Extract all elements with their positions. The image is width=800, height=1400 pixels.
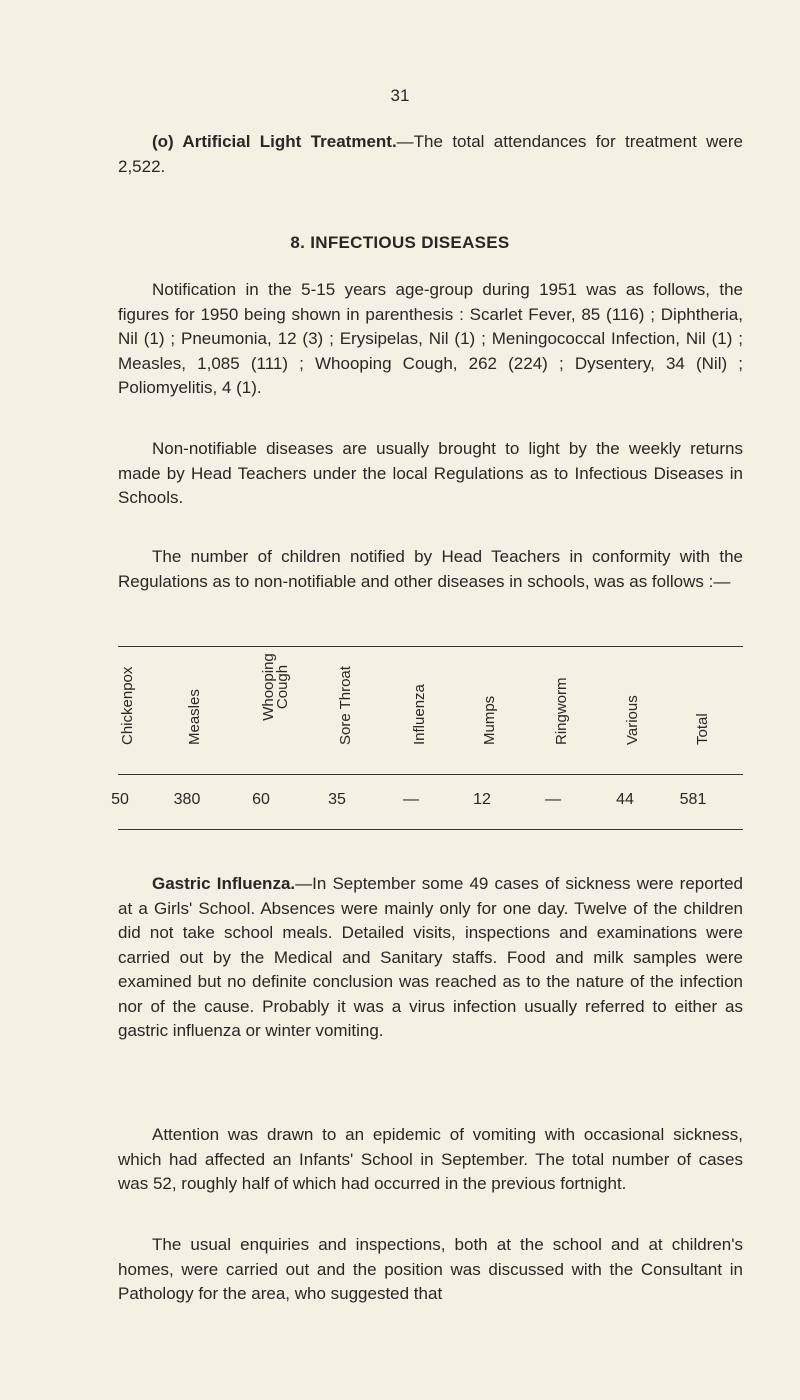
header-total: Total	[694, 713, 711, 745]
notification-text: Notification in the 5-15 years age-group during 1951 was as follows, the figures for 1950 being shown in parenthesis : Scarlet Fever, 85 (116) ; Diphtheria, Nil (1) ; Pneumonia, 12 (3) ; Erysipelas, Nil (1) ; Meningococcal Infection, Nil (1) ; Measles, 1,085 (111) ; Whooping Cough, 262 (224) ; Dysentery, 34 (Nil) ; Poliomyelitis, 4 (1).	[118, 280, 743, 397]
header-sore-throat: Sore Throat	[337, 666, 354, 745]
header-measles: Measles	[186, 689, 203, 745]
cell-various: 44	[616, 791, 634, 808]
header-chickenpox: Chickenpox	[119, 666, 136, 745]
table-top-rule	[118, 646, 743, 647]
cell-chickenpox: 50	[111, 791, 129, 808]
gastric-influenza-paragraph	[118, 872, 743, 1044]
table-bottom-rule	[118, 829, 743, 830]
cell-mumps: 12	[473, 791, 491, 808]
artificial-light-label: (o) Artificial Light Treatment.	[152, 132, 397, 151]
usual-enquiries-paragraph: The usual enquiries and inspections, both at the school and at children's homes, were carried out and the position was discussed with the Consultant in Pathology for the area, who suggested that	[118, 1235, 743, 1303]
cell-ringworm: —	[545, 791, 561, 808]
cell-measles: 380	[173, 791, 201, 808]
gastric-influenza-text: —In September some 49 cases of sickness were reported at a Girls' School. Absences were mainly only for one day. Twelve of the children did not take school meals. Detailed visits, inspections and examinations were carried out by the Medical and Sanitary staffs. Food and milk samples were examined but no definite conclusion was reached as to the nature of the infection nor of the cause. Probably it was a virus infection usually referred to either as gastric influenza or winter vomiting.	[118, 874, 743, 1040]
cell-whooping-cough: 60	[252, 791, 270, 808]
cell-total: 581	[679, 791, 707, 808]
table-header-rule	[118, 774, 743, 775]
artificial-light-paragraph	[118, 130, 743, 179]
cell-influenza: —	[403, 791, 419, 808]
number-notified-paragraph: The number of children notified by Head Teachers in conformity with the Regulations as to non-notifiable and other diseases in schools, was as follows :—	[118, 547, 743, 591]
header-mumps: Mumps	[481, 695, 498, 745]
notification-paragraph	[118, 278, 743, 401]
artificial-light-text: —The total attendances for treatment were 2,522.	[118, 132, 743, 176]
section-heading: 8. INFECTIOUS DISEASES	[290, 233, 510, 252]
non-notifiable-paragraph: Non-notifiable diseases are usually brought to light by the weekly returns made by Head Teachers under the local Regulations as to Infectious Diseases in Schools.	[118, 439, 743, 507]
attention-paragraph: Attention was drawn to an epidemic of vomiting with occasional sickness, which had affected an Infants' School in September. The total number of cases was 52, roughly half of which had occurred in the previous fortnight.	[118, 1125, 743, 1193]
header-ringworm: Ringworm	[553, 677, 570, 745]
gastric-influenza-label: Gastric Influenza.	[152, 874, 296, 893]
header-whooping-cough: Whooping Cough	[260, 653, 291, 721]
page-number: 31	[390, 86, 410, 105]
cell-sore-throat: 35	[328, 791, 346, 808]
header-influenza: Influenza	[411, 684, 428, 745]
header-various: Various	[624, 695, 641, 745]
